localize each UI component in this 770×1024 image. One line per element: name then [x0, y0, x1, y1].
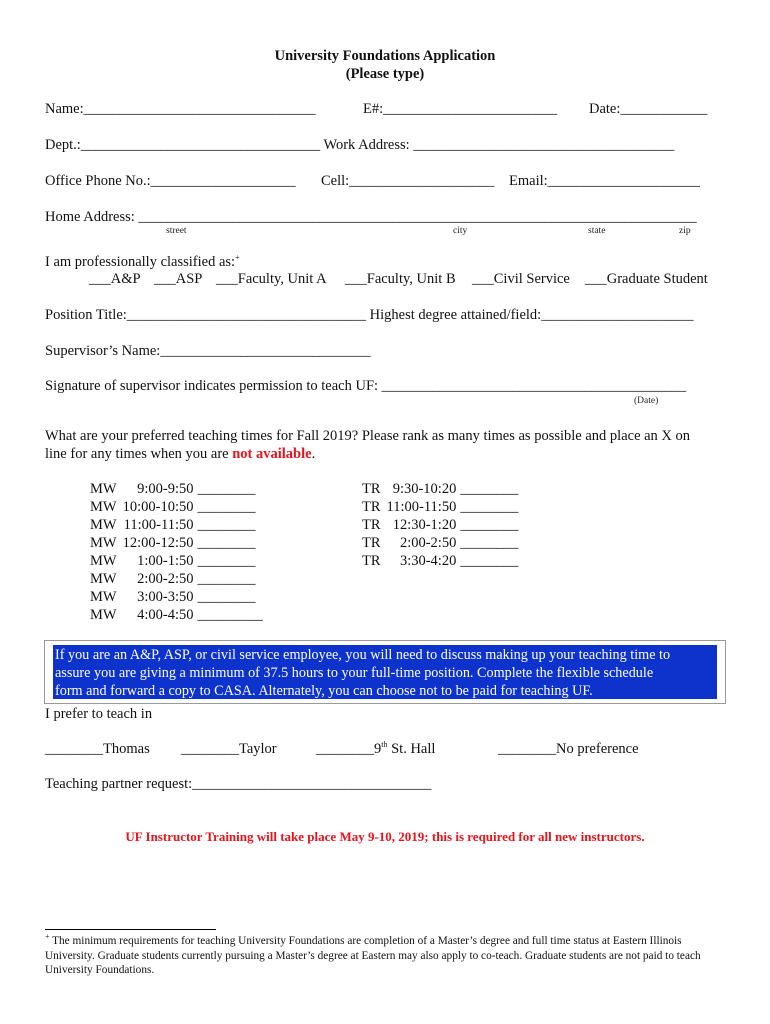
- notice-banner: [53, 645, 717, 699]
- pref-no-preference[interactable]: ________No preference: [498, 741, 639, 757]
- prefer-label: I prefer to teach in: [45, 706, 153, 722]
- tr-slot-time: 12:30-1:20: [392, 517, 457, 533]
- mw-slot-row[interactable]: [90, 516, 263, 534]
- tr-slot-time: 2:00-2:50: [399, 535, 457, 551]
- tr-slot-day: TR: [362, 481, 381, 497]
- mw-slot-row[interactable]: [90, 570, 263, 588]
- classification-label: I am professionally classified as:+: [45, 253, 240, 270]
- tr-slot-blank[interactable]: ________: [460, 517, 519, 533]
- pref-taylor[interactable]: ________Taylor: [181, 741, 277, 757]
- mw-slot-time: 12:00-12:50: [122, 535, 194, 551]
- times-question-line2: line for any times when you are not available.: [45, 446, 316, 462]
- mw-slot-time: 3:00-3:50: [137, 589, 194, 605]
- mw-slot-blank[interactable]: ________: [197, 571, 256, 587]
- cell-field[interactable]: Cell:____________________: [321, 173, 495, 189]
- class-option-faculty-b[interactable]: ___Faculty, Unit B: [345, 271, 456, 287]
- pref-thomas[interactable]: ________Thomas: [45, 741, 150, 757]
- position-degree-field[interactable]: Position Title:_________________________________ Highest degree attained/field:_____________________: [45, 307, 694, 323]
- email-field[interactable]: Email:_____________________: [509, 173, 700, 189]
- mw-slot-day: MW: [90, 535, 117, 551]
- signature-date-caption: (Date): [634, 396, 659, 406]
- mw-slot-blank[interactable]: ________: [197, 499, 256, 515]
- mw-slot-row[interactable]: [90, 552, 263, 570]
- mw-slot-day: MW: [90, 499, 117, 515]
- tr-slot-day: TR: [362, 553, 381, 569]
- date-field[interactable]: Date:____________: [589, 101, 708, 117]
- city-caption: city: [453, 226, 468, 236]
- street-caption: street: [166, 226, 187, 236]
- mw-slot-time: 2:00-2:50: [137, 571, 194, 587]
- tr-slot-row[interactable]: [362, 516, 518, 534]
- tr-slot-day: TR: [362, 535, 381, 551]
- mw-slot-time: 9:00-9:50: [137, 481, 194, 497]
- footnote-marker: +: [235, 253, 240, 263]
- not-available-emphasis: not available: [232, 446, 312, 462]
- supervisor-signature-field[interactable]: Signature of supervisor indicates permission to teach UF: __________________________________________: [45, 378, 687, 394]
- tr-slot-row[interactable]: [362, 480, 518, 498]
- class-option-civil-service[interactable]: ___Civil Service: [472, 271, 570, 287]
- times-question-line1: What are your preferred teaching times for Fall 2019? Please rank as many times as possible and place an X on: [45, 428, 691, 444]
- tr-slot-time: 11:00-11:50: [386, 499, 457, 515]
- mw-schedule: [90, 480, 263, 624]
- mw-slot-blank[interactable]: _________: [197, 607, 263, 623]
- class-option-asp[interactable]: ___ASP: [154, 271, 203, 287]
- supervisor-name-field[interactable]: Supervisor’s Name:_____________________________: [45, 343, 371, 359]
- tr-slot-row[interactable]: [362, 552, 518, 570]
- footnote-rule: [45, 929, 216, 930]
- tr-slot-row[interactable]: [362, 498, 518, 516]
- tr-slot-blank[interactable]: ________: [460, 499, 519, 515]
- mw-slot-row[interactable]: [90, 588, 263, 606]
- mw-slot-day: MW: [90, 481, 117, 497]
- notice-line: assure you are giving a minimum of 37.5 hours to your full-time position. Complete the flexible schedule: [55, 665, 654, 681]
- training-notice: UF Instructor Training will take place May 9-10, 2019; this is required for all new instructors.: [125, 829, 645, 844]
- class-option-ap[interactable]: ___A&P: [89, 271, 141, 287]
- notice-line: If you are an A&P, ASP, or civil service employee, you will need to discuss making up your teaching time to: [55, 647, 671, 663]
- mw-slot-time: 1:00-1:50: [137, 553, 194, 569]
- mw-slot-blank[interactable]: ________: [197, 517, 256, 533]
- tr-slot-time: 9:30-10:20: [392, 481, 457, 497]
- tr-slot-day: TR: [362, 517, 381, 533]
- mw-slot-row[interactable]: [90, 534, 263, 552]
- mw-slot-blank[interactable]: ________: [197, 589, 256, 605]
- tr-slot-blank[interactable]: ________: [460, 481, 519, 497]
- zip-caption: zip: [679, 226, 691, 236]
- mw-slot-time: 4:00-4:50: [137, 607, 194, 623]
- mw-slot-day: MW: [90, 553, 117, 569]
- tr-slot-blank[interactable]: ________: [460, 535, 519, 551]
- mw-slot-row[interactable]: [90, 480, 263, 498]
- mw-slot-time: 11:00-11:50: [123, 517, 194, 533]
- mw-slot-row[interactable]: [90, 606, 263, 624]
- tr-slot-blank[interactable]: ________: [460, 553, 519, 569]
- tr-slot-time: 3:30-4:20: [399, 553, 457, 569]
- enumber-field[interactable]: E#:________________________: [363, 101, 558, 117]
- tr-schedule: [362, 480, 518, 570]
- mw-slot-blank[interactable]: ________: [197, 553, 256, 569]
- tr-slot-day: TR: [362, 499, 381, 515]
- notice-line: form and forward a copy to CASA. Alternately, you can choose not to be paid for teaching UF.: [55, 683, 593, 699]
- teaching-partner-field[interactable]: Teaching partner request:_________________________________: [45, 776, 432, 792]
- office-phone-field[interactable]: Office Phone No.:____________________: [45, 173, 296, 189]
- mw-slot-day: MW: [90, 607, 117, 623]
- form-title: University Foundations Application: [274, 48, 496, 64]
- pref-ninth-st-hall[interactable]: ________9th St. Hall: [316, 740, 436, 757]
- mw-slot-day: MW: [90, 571, 117, 587]
- mw-slot-day: MW: [90, 589, 117, 605]
- mw-slot-row[interactable]: [90, 498, 263, 516]
- class-option-faculty-a[interactable]: ___Faculty, Unit A: [216, 271, 327, 287]
- mw-slot-day: MW: [90, 517, 117, 533]
- dept-work-address-field[interactable]: Dept.:_________________________________ Work Address: ____________________________________: [45, 137, 675, 153]
- name-field[interactable]: Name:________________________________: [45, 101, 316, 117]
- mw-slot-blank[interactable]: ________: [197, 535, 256, 551]
- state-caption: state: [588, 226, 606, 236]
- form-subtitle: (Please type): [345, 66, 425, 82]
- tr-slot-row[interactable]: [362, 534, 518, 552]
- mw-slot-blank[interactable]: ________: [197, 481, 256, 497]
- footnote: + The minimum requirements for teaching University Foundations are completion of a Master’s degree and full time status at Eastern Illinois University. Graduate students currently pursuing a Master’s degree at Eastern may also apply to co-teach. Graduate students are not paid to teach University Foundations.: [45, 932, 701, 976]
- class-option-graduate-student[interactable]: ___Graduate Student: [585, 271, 708, 287]
- mw-slot-time: 10:00-10:50: [122, 499, 194, 515]
- home-address-field[interactable]: Home Address: _____________________________________________________________________________: [45, 209, 697, 225]
